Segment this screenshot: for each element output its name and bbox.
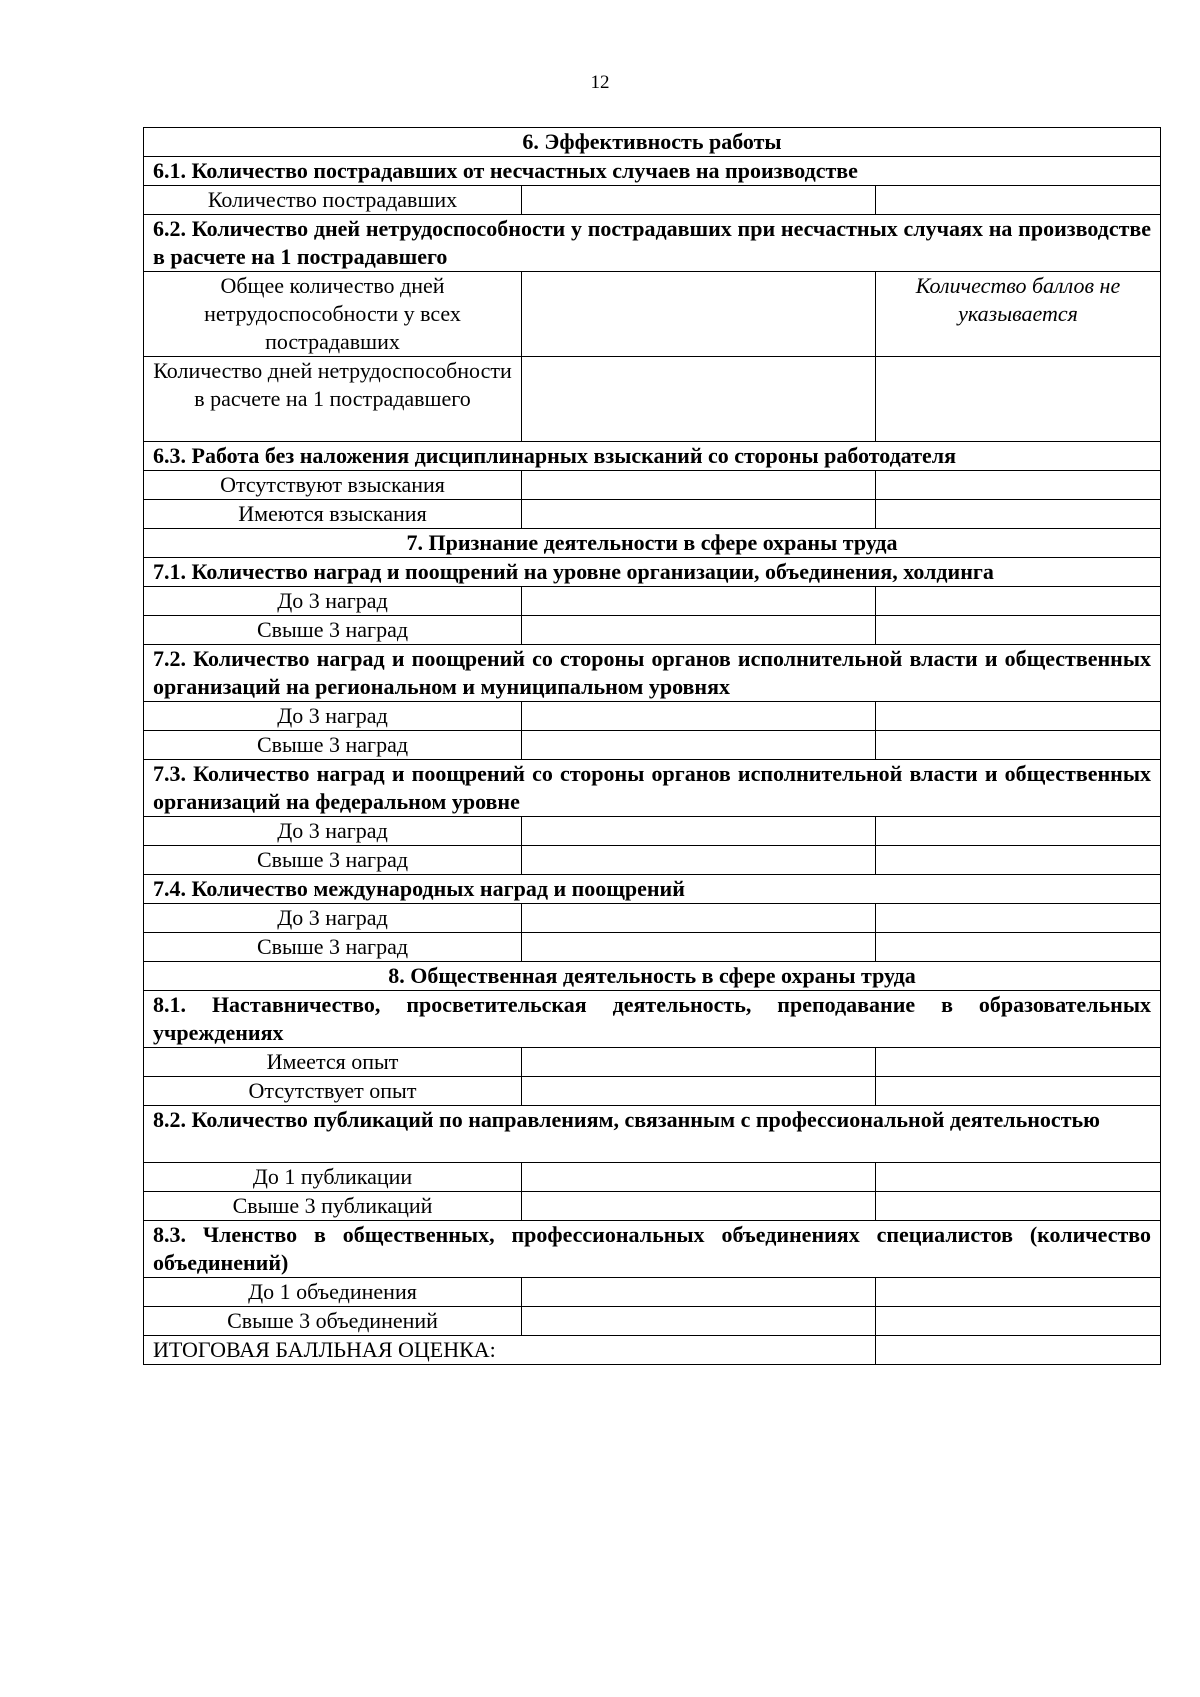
option-row: [144, 1163, 1161, 1192]
criterion-title: 6.3. Работа без наложения дисциплинарных взысканий со стороны работодателя: [144, 442, 1161, 471]
option-label: Отсутствует опыт: [144, 1077, 522, 1106]
criterion-row: [144, 645, 1161, 702]
total-score-cell[interactable]: [876, 1336, 1161, 1365]
criterion-row: [144, 442, 1161, 471]
score-cell[interactable]: [876, 702, 1161, 731]
option-row: [144, 1048, 1161, 1077]
option-row: [144, 500, 1161, 529]
score-cell[interactable]: [876, 186, 1161, 215]
value-cell[interactable]: [522, 904, 876, 933]
option-label: Свыше 3 наград: [144, 731, 522, 760]
value-cell[interactable]: [522, 471, 876, 500]
option-label: До 3 наград: [144, 587, 522, 616]
value-cell[interactable]: [522, 933, 876, 962]
option-label: Имеется опыт: [144, 1048, 522, 1077]
score-cell[interactable]: [876, 846, 1161, 875]
score-cell[interactable]: [876, 731, 1161, 760]
score-cell[interactable]: [876, 933, 1161, 962]
criterion-title: 8.2. Количество публикаций по направлениям, связанным с профессиональной деятельностью: [144, 1106, 1161, 1163]
value-cell[interactable]: [522, 186, 876, 215]
value-cell[interactable]: [522, 1077, 876, 1106]
option-row: [144, 846, 1161, 875]
total-label: ИТОГОВАЯ БАЛЛЬНАЯ ОЦЕНКА:: [144, 1336, 876, 1365]
value-cell[interactable]: [522, 702, 876, 731]
score-cell[interactable]: [876, 1077, 1161, 1106]
evaluation-table: [143, 127, 1161, 1365]
section-heading-row: [144, 128, 1161, 157]
total-row: [144, 1336, 1161, 1365]
score-cell[interactable]: [876, 817, 1161, 846]
criterion-row: [144, 157, 1161, 186]
criterion-row: [144, 1221, 1161, 1278]
option-row: [144, 616, 1161, 645]
option-row: [144, 731, 1161, 760]
option-row: [144, 702, 1161, 731]
option-label: До 1 объединения: [144, 1278, 522, 1307]
option-label: Имеются взыскания: [144, 500, 522, 529]
page-number: 12: [590, 72, 610, 93]
score-cell[interactable]: [876, 1048, 1161, 1077]
option-row: [144, 471, 1161, 500]
criterion-title: 6.2. Количество дней нетрудоспособности у пострадавших при несчастных случаях на производстве в расчете на 1 пострадавшего: [144, 215, 1161, 272]
value-cell[interactable]: [522, 1048, 876, 1077]
criterion-row: [144, 215, 1161, 272]
option-row: [144, 1278, 1161, 1307]
criterion-title: 8.3. Членство в общественных, профессиональных объединениях специалистов (количество объединений): [144, 1221, 1161, 1278]
value-cell[interactable]: [522, 817, 876, 846]
option-label: Свыше 3 наград: [144, 616, 522, 645]
option-row: [144, 272, 1161, 357]
option-label: Общее количество дней нетрудоспособности у всех пострадавших: [144, 272, 522, 357]
criterion-title: 7.1. Количество наград и поощрений на уровне организации, объединения, холдинга: [144, 558, 1161, 587]
score-cell[interactable]: [876, 1278, 1161, 1307]
value-cell[interactable]: [522, 846, 876, 875]
score-cell[interactable]: [876, 904, 1161, 933]
option-label: До 1 публикации: [144, 1163, 522, 1192]
option-label: Свыше 3 публикаций: [144, 1192, 522, 1221]
score-cell[interactable]: [876, 1307, 1161, 1336]
option-label: До 3 наград: [144, 702, 522, 731]
value-cell[interactable]: [522, 1163, 876, 1192]
option-row: [144, 1077, 1161, 1106]
criterion-title: 7.3. Количество наград и поощрений со стороны органов исполнительной власти и общественных организаций на федеральном уровне: [144, 760, 1161, 817]
score-cell[interactable]: [876, 500, 1161, 529]
option-row: [144, 933, 1161, 962]
score-cell[interactable]: [876, 616, 1161, 645]
score-cell[interactable]: [876, 587, 1161, 616]
score-note: Количество баллов не указывается: [876, 272, 1161, 357]
value-cell[interactable]: [522, 272, 876, 357]
criterion-title: 8.1. Наставничество, просветительская деятельность, преподавание в образовательных учреждениях: [144, 991, 1161, 1048]
score-cell[interactable]: [876, 471, 1161, 500]
criterion-row: [144, 875, 1161, 904]
value-cell[interactable]: [522, 1307, 876, 1336]
value-cell[interactable]: [522, 616, 876, 645]
option-row: [144, 587, 1161, 616]
section-heading: 8. Общественная деятельность в сфере охраны труда: [144, 962, 1161, 991]
option-label: Отсутствуют взыскания: [144, 471, 522, 500]
option-label: Количество дней нетрудоспособности в расчете на 1 пострадавшего: [144, 357, 522, 442]
option-row: [144, 904, 1161, 933]
section-heading-row: [144, 962, 1161, 991]
option-row: [144, 186, 1161, 215]
option-row: [144, 817, 1161, 846]
value-cell[interactable]: [522, 357, 876, 442]
score-cell[interactable]: [876, 1163, 1161, 1192]
option-row: [144, 1307, 1161, 1336]
score-cell[interactable]: [876, 357, 1161, 442]
section-heading-row: [144, 529, 1161, 558]
value-cell[interactable]: [522, 731, 876, 760]
section-heading: 6. Эффективность работы: [144, 128, 1161, 157]
option-label: Свыше 3 наград: [144, 933, 522, 962]
score-cell[interactable]: [876, 1192, 1161, 1221]
criterion-row: [144, 1106, 1161, 1163]
section-heading: 7. Признание деятельности в сфере охраны труда: [144, 529, 1161, 558]
criterion-row: [144, 558, 1161, 587]
option-label: Свыше 3 объединений: [144, 1307, 522, 1336]
criterion-row: [144, 760, 1161, 817]
criterion-title: 7.4. Количество международных наград и поощрений: [144, 875, 1161, 904]
option-label: До 3 наград: [144, 904, 522, 933]
option-label: До 3 наград: [144, 817, 522, 846]
criterion-title: 6.1. Количество пострадавших от несчастных случаев на производстве: [144, 157, 1161, 186]
option-row: [144, 1192, 1161, 1221]
criterion-row: [144, 991, 1161, 1048]
value-cell[interactable]: [522, 1192, 876, 1221]
value-cell[interactable]: [522, 1278, 876, 1307]
option-row: [144, 357, 1161, 442]
option-label: Свыше 3 наград: [144, 846, 522, 875]
value-cell[interactable]: [522, 587, 876, 616]
value-cell[interactable]: [522, 500, 876, 529]
criterion-title: 7.2. Количество наград и поощрений со стороны органов исполнительной власти и общественных организаций на региональном и муниципальном уровнях: [144, 645, 1161, 702]
option-label: Количество пострадавших: [144, 186, 522, 215]
